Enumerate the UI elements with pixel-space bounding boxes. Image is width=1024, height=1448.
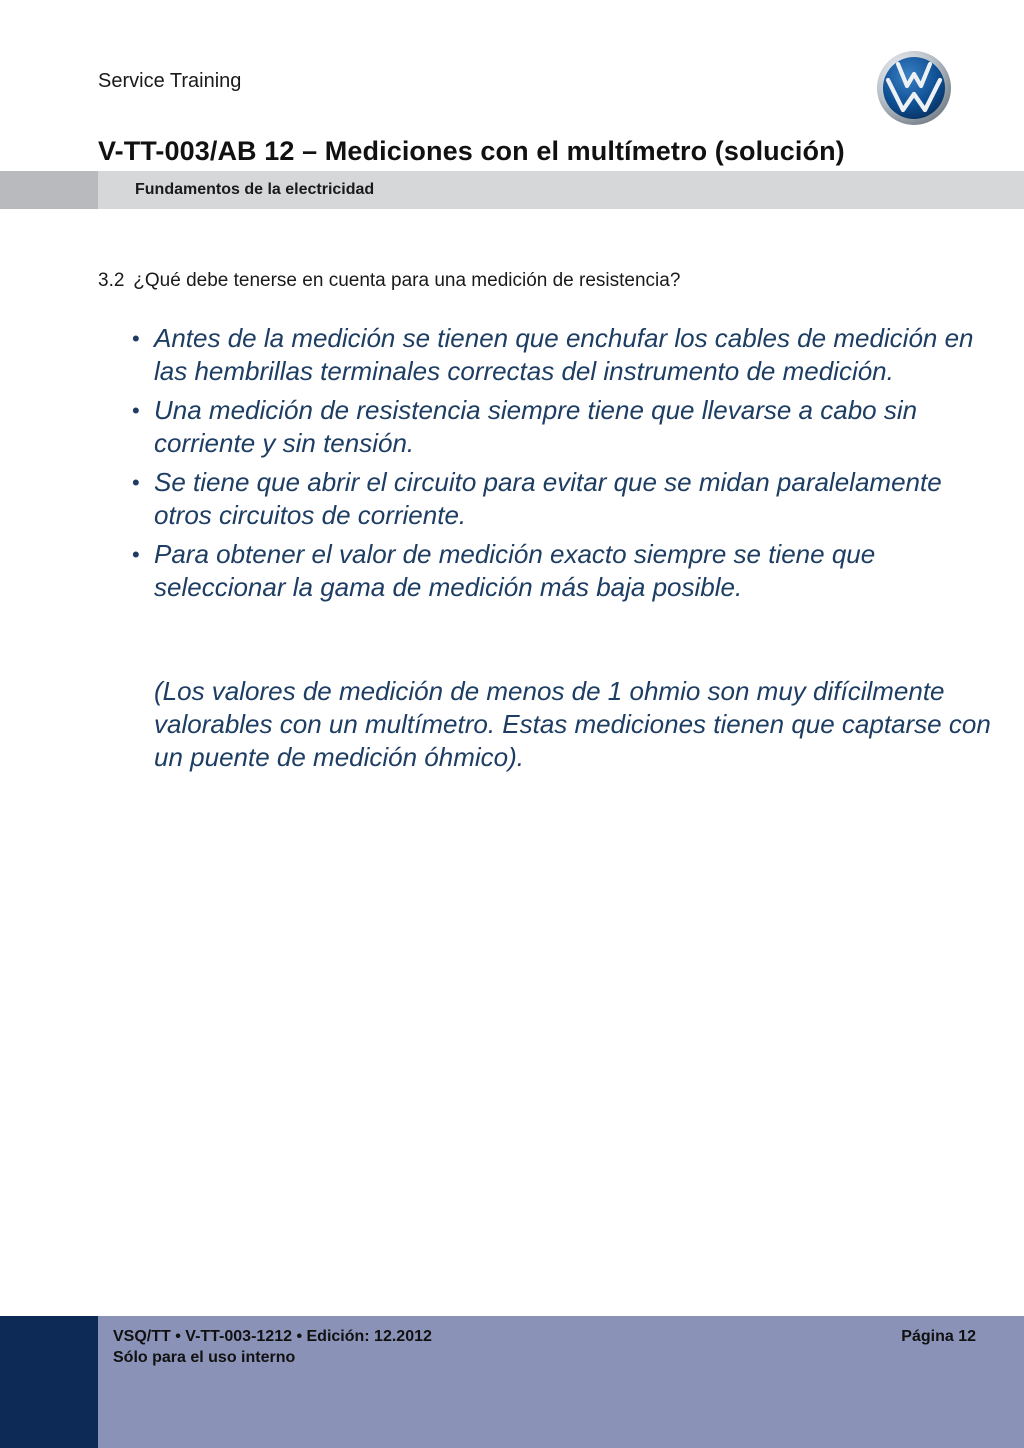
vw-logo-icon — [876, 50, 952, 126]
answer-item — [132, 394, 992, 460]
page-number: Página 12 — [901, 1328, 976, 1345]
bullet-icon: • — [132, 542, 140, 567]
footer-document-id: VSQ/TT • V-TT-003-1212 • Edición: 12.2012 — [113, 1328, 432, 1345]
bullet-icon: • — [132, 398, 140, 423]
answer-item — [132, 538, 992, 604]
question-text: ¿Qué debe tenerse en cuenta para una medición de resistencia? — [133, 270, 681, 291]
document-title: V-TT-003/AB 12 – Mediciones con el multímetro (solución) — [98, 136, 845, 166]
answer-list — [132, 322, 992, 610]
service-training-label: Service Training — [98, 70, 242, 92]
bullet-icon: • — [132, 326, 140, 351]
answer-text: Antes de la medición se tienen que enchufar los cables de medición en las hembrillas terminales correctas del instrumento de medición. — [154, 323, 974, 386]
answer-text: Para obtener el valor de medición exacto siempre se tiene que seleccionar la gama de medición más baja posible. — [154, 539, 876, 602]
question — [98, 270, 680, 292]
footer-internal-use: Sólo para el uso interno — [113, 1349, 296, 1366]
answer-item — [132, 322, 992, 388]
note-text: (Los valores de medición de menos de 1 ohmio son muy difícilmente valorables con un multímetro. Estas mediciones tienen que captarse con un puente de medición óhmico). — [154, 676, 991, 772]
answer-text: Se tiene que abrir el circuito para evitar que se midan paralelamente otros circuitos de corriente. — [154, 467, 942, 530]
answer-item — [132, 466, 992, 532]
subtitle-text: Fundamentos de la electricidad — [135, 181, 375, 198]
subtitle-bar — [0, 171, 1024, 209]
answer-text: Una medición de resistencia siempre tiene que llevarse a cabo sin corriente y sin tensión. — [154, 395, 918, 458]
footer-bar — [0, 1316, 1024, 1448]
footer-accent — [0, 1316, 98, 1448]
subtitle-bar-accent — [0, 171, 98, 209]
question-number: 3.2 — [98, 270, 125, 291]
bullet-icon: • — [132, 470, 140, 495]
